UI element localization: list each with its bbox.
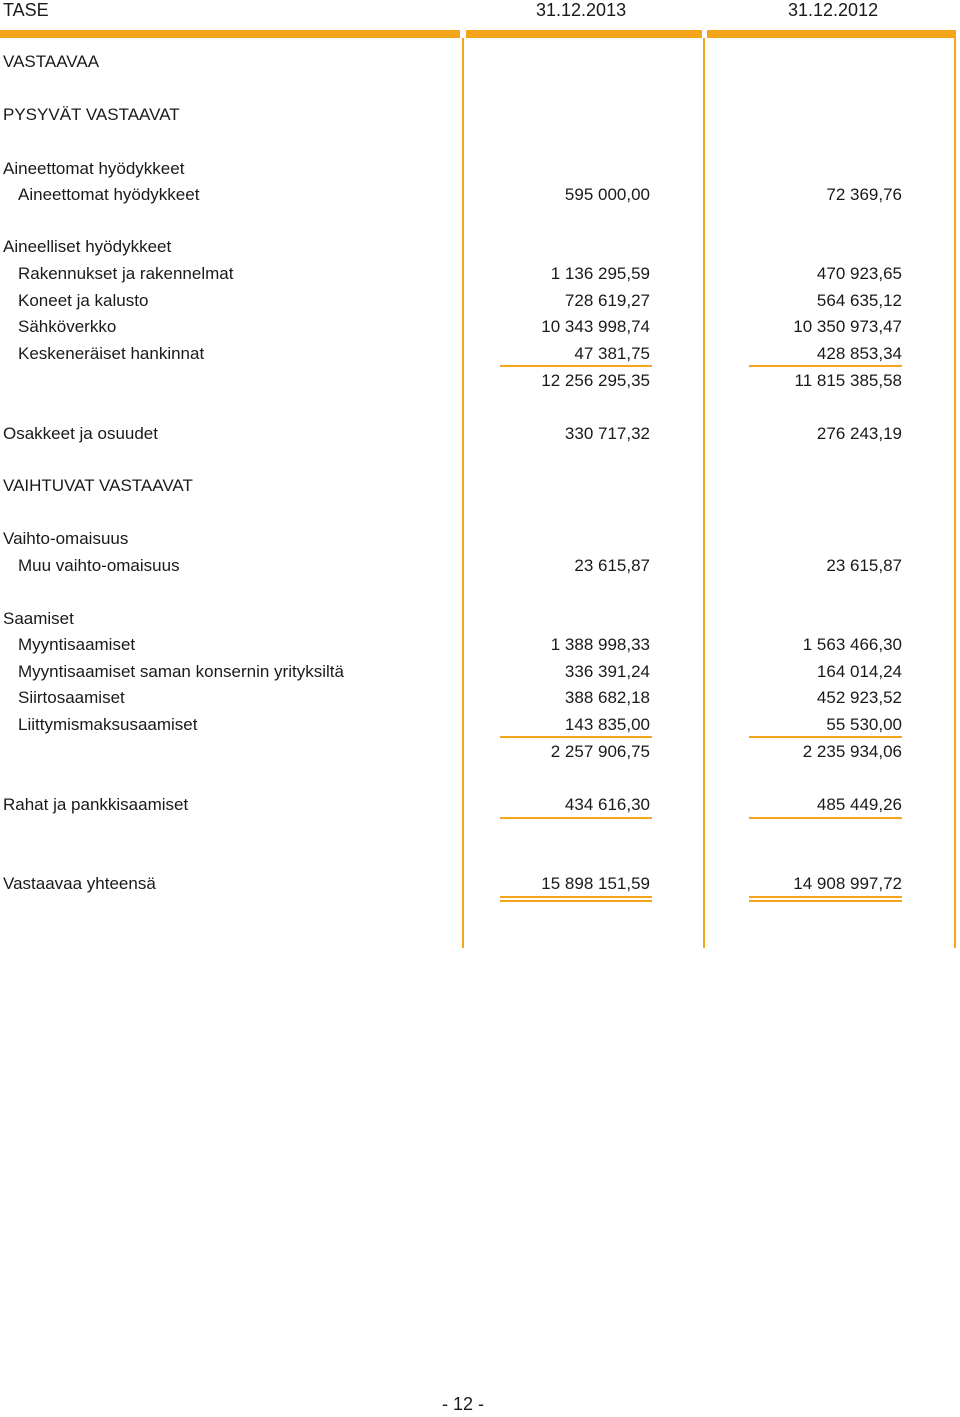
total-double-underline-top-2013 [500, 896, 652, 898]
table-row [0, 183, 960, 207]
row-label: Vastaavaa yhteensä [3, 874, 156, 893]
header-bar-col2 [707, 30, 956, 38]
header-bar-label [0, 30, 460, 38]
table-title: TASE [3, 0, 49, 20]
total-double-underline-bottom-2013 [500, 900, 652, 902]
value-2012: 72 369,76 [826, 185, 902, 204]
header-bar-col1 [466, 30, 702, 38]
value-2012: 452 923,52 [816, 688, 902, 707]
value-2012: 428 853,34 [816, 344, 902, 363]
value-2013: 1 136 295,59 [550, 264, 650, 283]
column-header-2013: 31.12.2013 [536, 0, 627, 20]
row-label: Liittymismaksusaamiset [18, 715, 198, 734]
subtotal-underline-2012 [749, 736, 902, 738]
table-row [0, 686, 960, 710]
subtotal-2012: 2 235 934,06 [802, 742, 902, 761]
row-label: Aineettomat hyödykkeet [3, 159, 185, 178]
value-2013: 595 000,00 [564, 185, 650, 204]
row-label: Muu vaihto-omaisuus [18, 556, 180, 575]
value-2012: 485 449,26 [816, 795, 902, 814]
row-label: Osakkeet ja osuudet [3, 424, 158, 443]
section-heading-vaihtuvat [0, 474, 960, 498]
value-2012: 564 635,12 [816, 291, 902, 310]
table-row [0, 793, 960, 817]
table-row [0, 315, 960, 339]
value-2012: 276 243,19 [816, 424, 902, 443]
row-label: Aineelliset hyödykkeet [3, 237, 172, 256]
table-row [0, 660, 960, 684]
value-2013: 143 835,00 [564, 715, 650, 734]
row-label: Rahat ja pankkisaamiset [3, 795, 189, 814]
subtotal-underline-2013 [500, 736, 652, 738]
value-2012: 164 014,24 [816, 662, 902, 681]
row-label: PYSYVÄT VASTAAVAT [3, 105, 180, 124]
value-2013: 434 616,30 [564, 795, 650, 814]
subtotal-2013: 12 256 295,35 [541, 371, 650, 390]
value-2013: 336 391,24 [564, 662, 650, 681]
row-label: Vaihto-omaisuus [3, 529, 129, 548]
table-row [0, 422, 960, 446]
table-row [0, 342, 960, 366]
group-heading-vaihto-omaisuus [0, 527, 960, 551]
section-heading-vastaavaa [0, 50, 960, 74]
table-row [0, 262, 960, 286]
subtotal-underline-2012 [749, 365, 902, 367]
section-underline-2012 [749, 817, 902, 819]
subtotal-underline-2013 [500, 365, 652, 367]
subtotal-2012: 11 815 385,58 [794, 371, 902, 390]
value-2012: 1 563 466,30 [802, 635, 902, 654]
row-label: VAIHTUVAT VASTAAVAT [3, 476, 193, 495]
total-double-underline-bottom-2012 [749, 900, 902, 902]
value-2012: 10 350 973,47 [793, 317, 902, 336]
value-2013: 388 682,18 [564, 688, 650, 707]
row-label: Sähköverkko [18, 317, 117, 336]
row-label: Aineettomat hyödykkeet [18, 185, 200, 204]
table-row [0, 633, 960, 657]
page-number: - 12 - [441, 1394, 484, 1414]
table-row [0, 289, 960, 313]
subtotal-row [0, 740, 960, 764]
group-heading-aineelliset [0, 235, 960, 259]
table-row [0, 554, 960, 578]
value-2012: 55 530,00 [826, 715, 902, 734]
value-2013: 23 615,87 [574, 556, 650, 575]
value-2013: 10 343 998,74 [541, 317, 650, 336]
subtotal-2013: 2 257 906,75 [550, 742, 650, 761]
row-label: Saamiset [3, 609, 74, 628]
value-2013: 1 388 998,33 [550, 635, 650, 654]
value-2012: 470 923,65 [816, 264, 902, 283]
value-2012: 23 615,87 [826, 556, 902, 575]
row-label: Siirtosaamiset [18, 688, 125, 707]
section-underline-2013 [500, 817, 652, 819]
group-heading-aineettomat [0, 157, 960, 181]
row-label: Myyntisaamiset saman konsernin yrityksiltä [18, 662, 344, 681]
value-2013: 47 381,75 [574, 344, 650, 363]
value-2013: 728 619,27 [564, 291, 650, 310]
column-header-2012: 31.12.2012 [788, 0, 879, 20]
table-row [0, 713, 960, 737]
row-label: Keskeneräiset hankinnat [18, 344, 205, 363]
total-double-underline-top-2012 [749, 896, 902, 898]
subtotal-row [0, 369, 960, 393]
row-label: Rakennukset ja rakennelmat [18, 264, 234, 283]
value-2013: 330 717,32 [564, 424, 650, 443]
grand-total-row [0, 872, 960, 896]
row-label: Myyntisaamiset [18, 635, 136, 654]
group-heading-saamiset [0, 607, 960, 631]
section-heading-pysyvat [0, 103, 960, 127]
row-label: Koneet ja kalusto [18, 291, 149, 310]
row-label: VASTAAVAA [3, 52, 100, 71]
total-2012: 14 908 997,72 [793, 874, 902, 893]
total-2013: 15 898 151,59 [541, 874, 650, 893]
